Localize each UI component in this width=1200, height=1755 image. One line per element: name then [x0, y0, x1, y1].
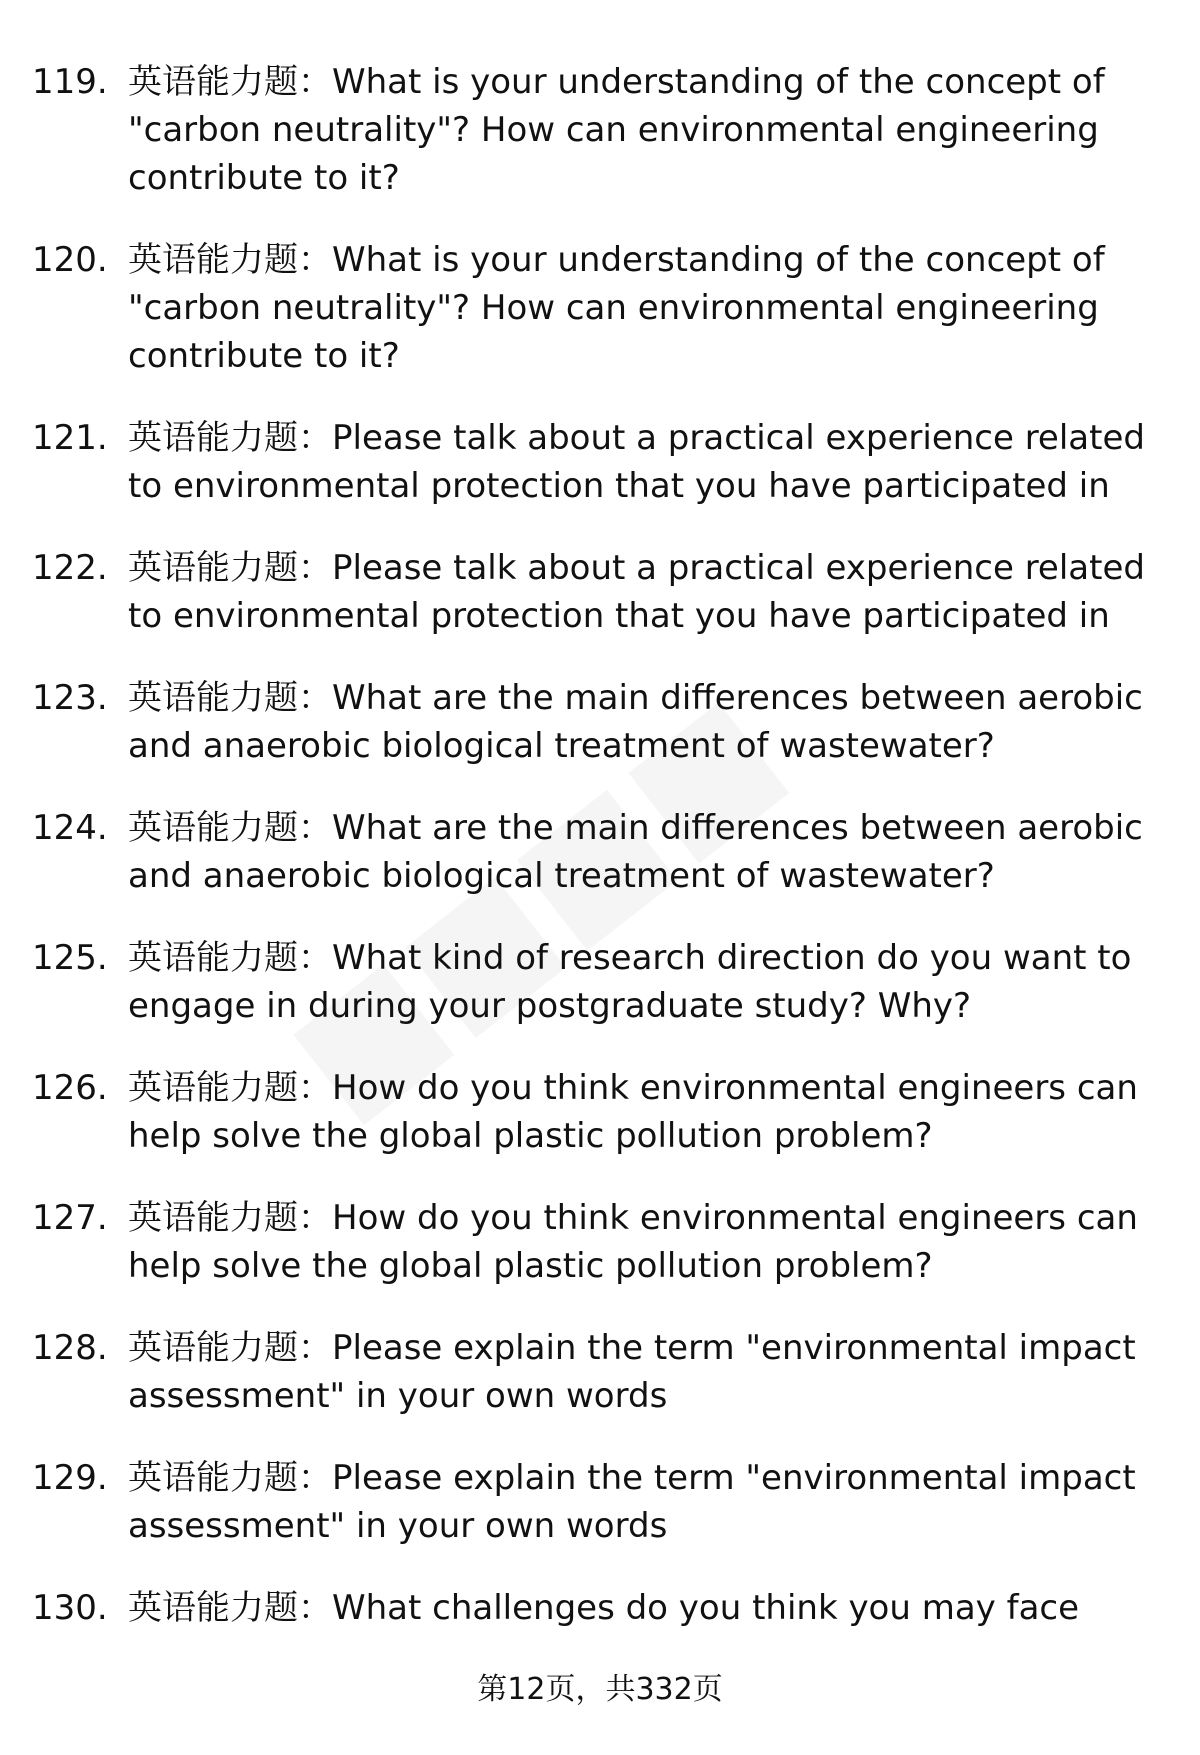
question-text: 英语能力题：What are the main differences between aerobic and anaerobic biological treatment of wastewater?	[128, 678, 1143, 766]
question-text: 英语能力题：What kind of research direction do you want to engage in during your postgraduate study? Why?	[128, 938, 1132, 1026]
question-number: 119.	[32, 62, 108, 102]
question-number: 128.	[32, 1328, 108, 1368]
question-number: 127.	[32, 1198, 108, 1238]
list-item	[32, 674, 1157, 770]
question-number: 129.	[32, 1458, 108, 1498]
question-text: 英语能力题：What are the main differences between aerobic and anaerobic biological treatment of wastewater?	[128, 808, 1143, 896]
question-number: 120.	[32, 240, 108, 280]
list-item	[32, 1324, 1157, 1420]
list-item	[32, 58, 1157, 202]
question-text: 英语能力题：How do you think environmental engineers can help solve the global plastic pollution problem?	[128, 1068, 1138, 1156]
question-text: 英语能力题：What is your understanding of the concept of "carbon neutrality"? How can environmental engineering contribute to it?	[128, 240, 1105, 376]
question-text: 英语能力题：How do you think environmental engineers can help solve the global plastic pollution problem?	[128, 1198, 1138, 1286]
list-item	[32, 934, 1157, 1030]
question-text: 英语能力题：Please explain the term "environmental impact assessment" in your own words	[128, 1328, 1136, 1416]
question-text: 英语能力题：Please explain the term "environmental impact assessment" in your own words	[128, 1458, 1136, 1546]
question-text: 英语能力题：Please talk about a practical experience related to environmental protection that you have participated in	[128, 548, 1145, 636]
list-item	[32, 1584, 1157, 1632]
question-text: 英语能力题：What is your understanding of the concept of "carbon neutrality"? How can environmental engineering contribute to it?	[128, 62, 1105, 198]
question-number: 123.	[32, 678, 108, 718]
list-item	[32, 414, 1157, 510]
question-number: 130.	[32, 1588, 108, 1628]
list-item	[32, 544, 1157, 640]
page-number-footer: 第12页，共332页	[477, 1672, 723, 1707]
list-item	[32, 1064, 1157, 1160]
question-number: 122.	[32, 548, 108, 588]
question-number: 124.	[32, 808, 108, 848]
question-number: 126.	[32, 1068, 108, 1108]
list-item	[32, 1454, 1157, 1550]
list-item	[32, 1194, 1157, 1290]
question-number: 121.	[32, 418, 108, 458]
question-list	[32, 58, 1157, 1666]
question-text: 英语能力题：What challenges do you think you may face	[128, 1588, 1080, 1628]
list-item	[32, 236, 1157, 380]
question-text: 英语能力题：Please talk about a practical experience related to environmental protection that you have participated in	[128, 418, 1145, 506]
list-item	[32, 804, 1157, 900]
question-number: 125.	[32, 938, 108, 978]
